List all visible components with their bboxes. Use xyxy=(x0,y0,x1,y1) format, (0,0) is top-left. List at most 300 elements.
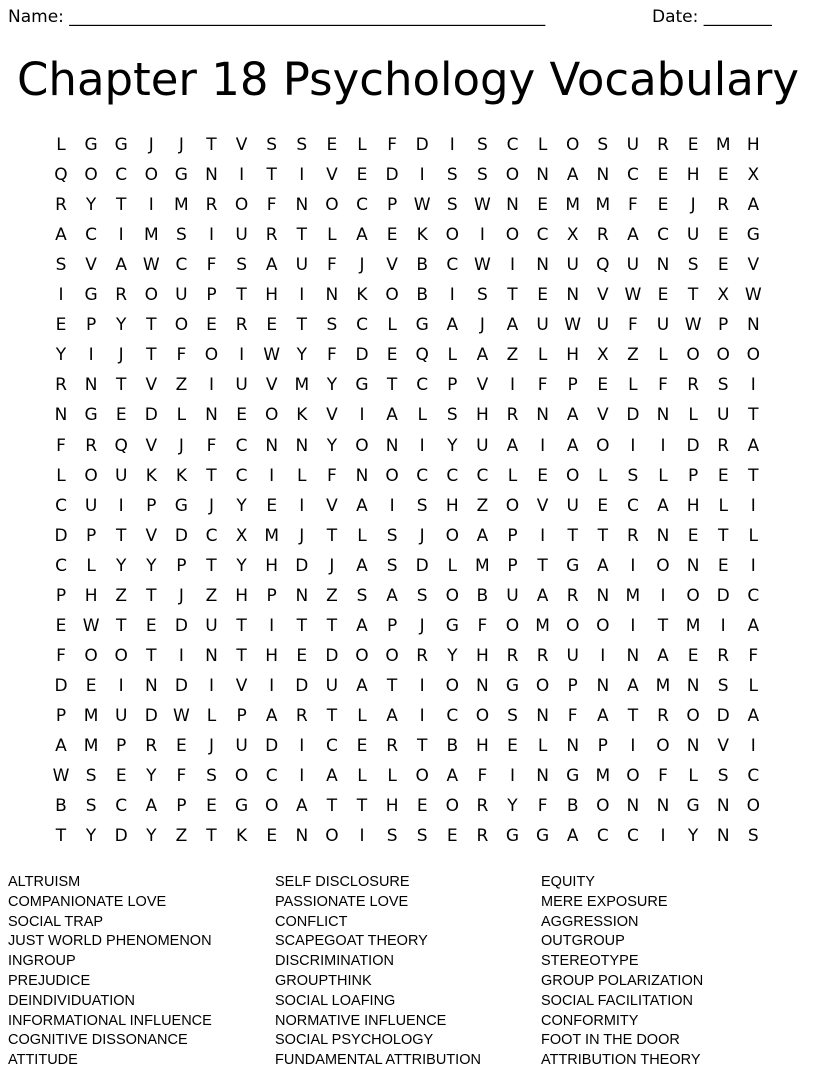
grid-cell: F xyxy=(176,345,187,366)
grid-cell: Q xyxy=(596,255,610,276)
grid-cell: R xyxy=(717,195,730,216)
grid-cell: N xyxy=(355,465,369,486)
grid-cell: O xyxy=(746,345,760,366)
grid-cell: O xyxy=(686,705,700,726)
grid-cell: T xyxy=(748,465,759,486)
grid-cell: E xyxy=(717,555,729,576)
grid-cell: G xyxy=(84,135,98,155)
grid-cell: Q xyxy=(114,435,128,456)
grid-cell: T xyxy=(687,285,699,306)
grid-cell: A xyxy=(506,435,519,456)
grid-cell: T xyxy=(326,615,338,636)
grid-cell: U xyxy=(656,315,670,336)
grid-cell: L xyxy=(176,405,187,426)
grid-cell: N xyxy=(54,405,68,426)
grid-cell: O xyxy=(445,675,459,696)
grid-cell: P xyxy=(85,315,97,336)
grid-cell: S xyxy=(717,675,729,696)
grid-cell: X xyxy=(235,525,248,546)
grid-cell: P xyxy=(55,585,67,606)
word-item: CONFORMITY xyxy=(541,1012,639,1029)
grid-cell: A xyxy=(536,585,549,606)
grid-cell: E xyxy=(356,165,368,186)
grid-cell: L xyxy=(598,465,608,486)
grid-cell: N xyxy=(325,285,339,306)
grid-cell: Y xyxy=(447,645,458,666)
grid-cell: W xyxy=(473,255,491,276)
grid-cell: U xyxy=(235,736,248,756)
grid-cell: L xyxy=(357,135,367,155)
grid-cell: L xyxy=(537,736,548,756)
date-field-label: Date: ________ xyxy=(652,7,772,27)
grid-cell: N xyxy=(265,435,279,456)
grid-cell: T xyxy=(326,705,338,726)
grid-cell: F xyxy=(176,766,187,787)
grid-cell: E xyxy=(687,525,699,546)
grid-cell: O xyxy=(325,826,339,847)
grid-cell: R xyxy=(566,585,579,606)
grid-cell: T xyxy=(296,315,307,336)
grid-cell: I xyxy=(720,615,726,636)
grid-cell: E xyxy=(537,195,548,216)
grid-cell: C xyxy=(416,465,429,486)
grid-cell: N xyxy=(686,675,700,696)
grid-cell: K xyxy=(236,826,248,847)
grid-cell: S xyxy=(476,165,488,186)
grid-cell: C xyxy=(175,255,188,276)
grid-cell: V xyxy=(596,405,609,426)
grid-cell: J xyxy=(690,195,696,216)
grid-cell: Y xyxy=(296,345,307,366)
grid-cell: I xyxy=(359,826,365,847)
grid-cell: O xyxy=(174,315,189,336)
grid-cell: L xyxy=(537,345,548,366)
grid-cell: L xyxy=(748,525,759,546)
grid-cell: O xyxy=(656,555,670,576)
grid-cell: I xyxy=(118,225,124,246)
grid-cell: O xyxy=(325,195,339,216)
word-list-column-3 xyxy=(541,873,703,1071)
grid-cell: P xyxy=(687,465,699,486)
grid-cell: O xyxy=(84,465,98,486)
grid-cell: U xyxy=(84,495,98,516)
grid-cell: E xyxy=(717,165,729,186)
grid-cell: O xyxy=(686,585,700,606)
grid-cell: E xyxy=(717,465,729,486)
grid-cell: E xyxy=(206,315,217,336)
grid-cell: N xyxy=(295,195,309,216)
grid-cell: S xyxy=(717,766,729,787)
grid-cell: L xyxy=(658,465,668,486)
grid-cell: S xyxy=(476,285,488,306)
grid-cell: H xyxy=(385,796,399,817)
grid-cell: S xyxy=(507,705,518,726)
grid-cell: I xyxy=(449,285,455,306)
grid-cell: O xyxy=(445,225,459,246)
grid-cell: S xyxy=(416,495,428,516)
grid-cell: T xyxy=(236,645,247,666)
grid-cell: T xyxy=(537,555,548,576)
word-item: GROUPTHINK xyxy=(275,972,372,989)
word-item: ATTRIBUTION THEORY xyxy=(541,1052,701,1069)
grid-cell: T xyxy=(296,225,307,246)
grid-cell: O xyxy=(234,766,249,787)
grid-cell: M xyxy=(685,615,701,636)
grid-cell: J xyxy=(178,135,184,155)
grid-cell: E xyxy=(717,255,729,276)
grid-cell: T xyxy=(748,405,759,426)
grid-cell: M xyxy=(174,195,189,216)
grid-cell: I xyxy=(449,135,455,155)
grid-cell: J xyxy=(148,135,154,155)
grid-cell: I xyxy=(178,645,184,666)
grid-cell: E xyxy=(55,315,67,336)
grid-cell: C xyxy=(205,525,218,546)
grid-cell: R xyxy=(295,705,308,726)
grid-cell: I xyxy=(208,675,214,696)
grid-cell: R xyxy=(85,435,97,456)
word-item: AGGRESSION xyxy=(541,913,639,930)
grid-cell: H xyxy=(686,495,700,516)
grid-cell: F xyxy=(628,315,638,336)
grid-cell: S xyxy=(85,796,97,817)
word-item: SOCIAL TRAP xyxy=(8,913,104,930)
grid-cell: R xyxy=(596,225,609,246)
grid-cell: F xyxy=(537,796,548,817)
grid-cell: N xyxy=(656,796,670,817)
word-item: COMPANIONATE LOVE xyxy=(8,893,167,910)
grid-cell: S xyxy=(266,135,278,155)
grid-cell: I xyxy=(299,766,305,787)
grid-cell: U xyxy=(295,255,309,276)
word-item: EQUITY xyxy=(541,874,595,890)
grid-cell: M xyxy=(595,766,611,787)
grid-cell: O xyxy=(596,796,610,817)
grid-cell: F xyxy=(477,615,488,636)
grid-cell: N xyxy=(536,165,549,186)
grid-cell: I xyxy=(750,555,756,576)
grid-cell: A xyxy=(627,675,639,696)
grid-cell: N xyxy=(656,405,670,426)
word-item: SCAPEGOAT THEORY xyxy=(275,933,428,950)
grid-cell: F xyxy=(748,645,759,666)
grid-cell: R xyxy=(115,285,128,306)
grid-cell: E xyxy=(507,736,518,756)
grid-cell: Y xyxy=(146,826,157,847)
grid-cell: A xyxy=(747,435,760,456)
grid-cell: S xyxy=(175,225,187,246)
grid-cell: M xyxy=(83,736,99,756)
grid-cell: J xyxy=(299,525,305,546)
grid-cell: N xyxy=(626,796,640,817)
grid-cell: T xyxy=(236,285,247,306)
grid-cell: P xyxy=(567,375,578,396)
grid-cell: F xyxy=(56,645,66,666)
grid-cell: G xyxy=(536,826,550,847)
grid-cell: Z xyxy=(326,585,338,606)
grid-cell: D xyxy=(686,435,700,456)
grid-cell: P xyxy=(447,375,458,396)
grid-cell: G xyxy=(566,555,580,576)
grid-cell: G xyxy=(415,315,429,336)
grid-cell: V xyxy=(145,525,158,546)
grid-cell: L xyxy=(86,555,96,576)
grid-cell: N xyxy=(536,766,549,787)
grid-cell: S xyxy=(386,525,398,546)
grid-cell: G xyxy=(84,285,98,306)
grid-cell: A xyxy=(386,585,398,606)
grid-cell: S xyxy=(356,585,368,606)
grid-cell: P xyxy=(597,736,608,756)
grid-cell: G xyxy=(114,135,128,155)
grid-cell: Y xyxy=(326,375,338,396)
grid-cell: A xyxy=(55,736,67,756)
grid-cell: O xyxy=(626,766,640,787)
grid-cell: H xyxy=(84,585,98,606)
grid-cell: N xyxy=(295,585,309,606)
grid-cell: C xyxy=(416,375,429,396)
grid-cell: K xyxy=(145,465,157,486)
grid-cell: E xyxy=(687,135,699,155)
grid-cell: L xyxy=(357,705,367,726)
grid-cell: O xyxy=(355,645,369,666)
grid-cell: A xyxy=(55,225,67,246)
grid-cell: D xyxy=(174,675,188,696)
grid-cell: N xyxy=(536,705,549,726)
grid-cell: N xyxy=(716,826,730,847)
grid-cell: I xyxy=(148,195,154,216)
grid-cell: N xyxy=(144,675,158,696)
grid-cell: R xyxy=(626,525,639,546)
word-item: SOCIAL PSYCHOLOGY xyxy=(275,1032,434,1049)
grid-cell: F xyxy=(56,435,66,456)
grid-cell: C xyxy=(626,165,639,186)
grid-cell: A xyxy=(115,255,127,276)
grid-cell: C xyxy=(235,465,248,486)
grid-cell: V xyxy=(476,375,489,396)
grid-cell: M xyxy=(625,585,641,606)
grid-cell: C xyxy=(596,826,609,847)
grid-cell: W xyxy=(263,345,281,366)
grid-cell: O xyxy=(445,525,459,546)
grid-cell: D xyxy=(716,705,730,726)
grid-cell: T xyxy=(266,165,277,186)
grid-cell: L xyxy=(387,766,397,787)
grid-cell: N xyxy=(536,255,549,276)
grid-cell: T xyxy=(206,826,217,847)
grid-cell: N xyxy=(596,165,610,186)
grid-cell: F xyxy=(327,465,337,486)
grid-cell: V xyxy=(235,135,248,155)
grid-cell: X xyxy=(747,165,760,186)
grid-cell: A xyxy=(356,225,368,246)
grid-cell: D xyxy=(355,345,369,366)
grid-cell: P xyxy=(567,675,578,696)
grid-cell: W xyxy=(564,315,582,336)
grid-cell: R xyxy=(386,736,398,756)
grid-cell: N xyxy=(205,405,218,426)
grid-cell: E xyxy=(386,345,398,366)
grid-cell: O xyxy=(445,585,459,606)
grid-cell: X xyxy=(717,285,730,306)
grid-cell: A xyxy=(265,255,278,276)
grid-cell: Q xyxy=(415,345,429,366)
grid-cell: O xyxy=(535,675,550,696)
grid-cell: U xyxy=(566,645,579,666)
grid-cell: C xyxy=(657,225,669,246)
grid-cell: I xyxy=(600,645,606,666)
grid-cell: D xyxy=(626,405,640,426)
grid-cell: V xyxy=(717,736,729,756)
grid-cell: R xyxy=(235,315,248,336)
word-list xyxy=(0,873,816,1073)
grid-cell: N xyxy=(476,675,489,696)
grid-cell: E xyxy=(657,195,669,216)
grid-cell: K xyxy=(416,225,428,246)
grid-cell: C xyxy=(356,195,368,216)
grid-cell: A xyxy=(446,766,459,787)
grid-cell: P xyxy=(176,796,187,817)
grid-cell: I xyxy=(509,255,515,276)
grid-cell: J xyxy=(329,555,335,576)
grid-cell: D xyxy=(415,135,429,155)
grid-cell: M xyxy=(475,555,490,576)
grid-cell: V xyxy=(596,285,609,306)
grid-cell: J xyxy=(118,345,124,366)
grid-cell: S xyxy=(416,826,428,847)
grid-cell: I xyxy=(660,826,666,847)
grid-cell: G xyxy=(84,405,98,426)
grid-cell: R xyxy=(416,645,429,666)
grid-cell: H xyxy=(475,405,489,426)
grid-cell: L xyxy=(718,495,728,516)
grid-cell: N xyxy=(746,315,760,336)
grid-cell: E xyxy=(597,495,609,516)
grid-cell: V xyxy=(85,255,97,276)
grid-cell: P xyxy=(176,555,187,576)
word-item: ATTITUDE xyxy=(8,1052,78,1069)
grid-cell: E xyxy=(296,645,308,666)
grid-cell: O xyxy=(656,736,670,756)
grid-cell: F xyxy=(327,255,337,276)
grid-cell: G xyxy=(235,796,249,817)
grid-cell: Z xyxy=(476,495,489,516)
grid-cell: S xyxy=(296,135,308,155)
grid-cell: W xyxy=(624,285,642,306)
grid-cell: A xyxy=(627,225,639,246)
grid-cell: U xyxy=(596,315,610,336)
grid-cell: I xyxy=(299,736,305,756)
grid-cell: C xyxy=(446,465,459,486)
grid-cell: T xyxy=(146,345,157,366)
grid-cell: D xyxy=(295,675,309,696)
grid-cell: Y xyxy=(85,826,97,847)
grid-cell: I xyxy=(58,285,64,306)
grid-cell: B xyxy=(446,736,459,756)
grid-cell: G xyxy=(174,495,188,516)
grid-cell: Z xyxy=(627,345,639,366)
grid-cell: P xyxy=(55,705,67,726)
grid-cell: I xyxy=(540,525,546,546)
grid-cell: S xyxy=(446,195,458,216)
grid-cell: C xyxy=(446,255,459,276)
grid-cell: N xyxy=(205,645,218,666)
grid-cell: A xyxy=(747,195,760,216)
grid-cell: A xyxy=(265,705,278,726)
grid-cell: E xyxy=(236,405,247,426)
grid-cell: D xyxy=(144,405,158,426)
grid-cell: J xyxy=(178,585,184,606)
grid-cell: R xyxy=(506,645,519,666)
grid-cell: O xyxy=(746,796,760,817)
grid-cell: I xyxy=(630,435,636,456)
grid-cell: I xyxy=(269,615,275,636)
grid-cell: T xyxy=(146,645,157,666)
grid-cell: O xyxy=(505,495,520,516)
grid-cell: A xyxy=(566,826,579,847)
grid-cell: L xyxy=(357,766,367,787)
grid-cell: N xyxy=(506,195,519,216)
grid-cell: S xyxy=(687,255,699,276)
grid-cell: G xyxy=(445,615,459,636)
grid-cell: M xyxy=(143,225,159,246)
grid-cell: O xyxy=(565,615,580,636)
grid-cell: M xyxy=(655,675,671,696)
grid-cell: R xyxy=(717,645,730,666)
grid-cell: W xyxy=(744,285,762,306)
grid-cell: A xyxy=(506,315,519,336)
grid-cell: G xyxy=(174,165,188,186)
grid-cell: A xyxy=(476,525,489,546)
grid-cell: W xyxy=(684,315,702,336)
grid-cell: N xyxy=(656,525,670,546)
grid-cell: I xyxy=(269,675,275,696)
grid-cell: O xyxy=(385,645,399,666)
word-item: OUTGROUP xyxy=(541,933,625,950)
grid-cell: M xyxy=(264,525,280,546)
grid-cell: P xyxy=(266,585,277,606)
grid-cell: L xyxy=(507,465,518,486)
grid-cell: E xyxy=(55,615,67,636)
grid-cell: W xyxy=(413,195,431,216)
grid-cell: C xyxy=(747,585,760,606)
grid-cell: P xyxy=(507,525,518,546)
grid-cell: F xyxy=(206,255,217,276)
grid-cell: P xyxy=(206,285,217,306)
grid-cell: I xyxy=(509,766,515,787)
grid-cell: S xyxy=(386,555,398,576)
grid-cell: E xyxy=(176,736,187,756)
grid-cell: L xyxy=(357,525,367,546)
grid-cell: A xyxy=(356,495,368,516)
grid-cell: E xyxy=(266,495,278,516)
grid-cell: N xyxy=(596,675,610,696)
grid-cell: R xyxy=(265,225,278,246)
grid-cell: V xyxy=(326,165,338,186)
grid-cell: S xyxy=(627,465,639,486)
word-item: JUST WORLD PHENOMENON xyxy=(8,933,212,950)
grid-cell: Y xyxy=(146,766,157,787)
grid-cell: Y xyxy=(687,826,699,847)
grid-cell: Q xyxy=(54,165,68,186)
grid-cell: E xyxy=(145,615,157,636)
grid-cell: C xyxy=(476,465,489,486)
grid-cell: T xyxy=(657,615,669,636)
grid-cell: W xyxy=(473,195,491,216)
grid-cell: S xyxy=(326,315,338,336)
grid-cell: Z xyxy=(175,826,188,847)
grid-cell: E xyxy=(537,285,548,306)
